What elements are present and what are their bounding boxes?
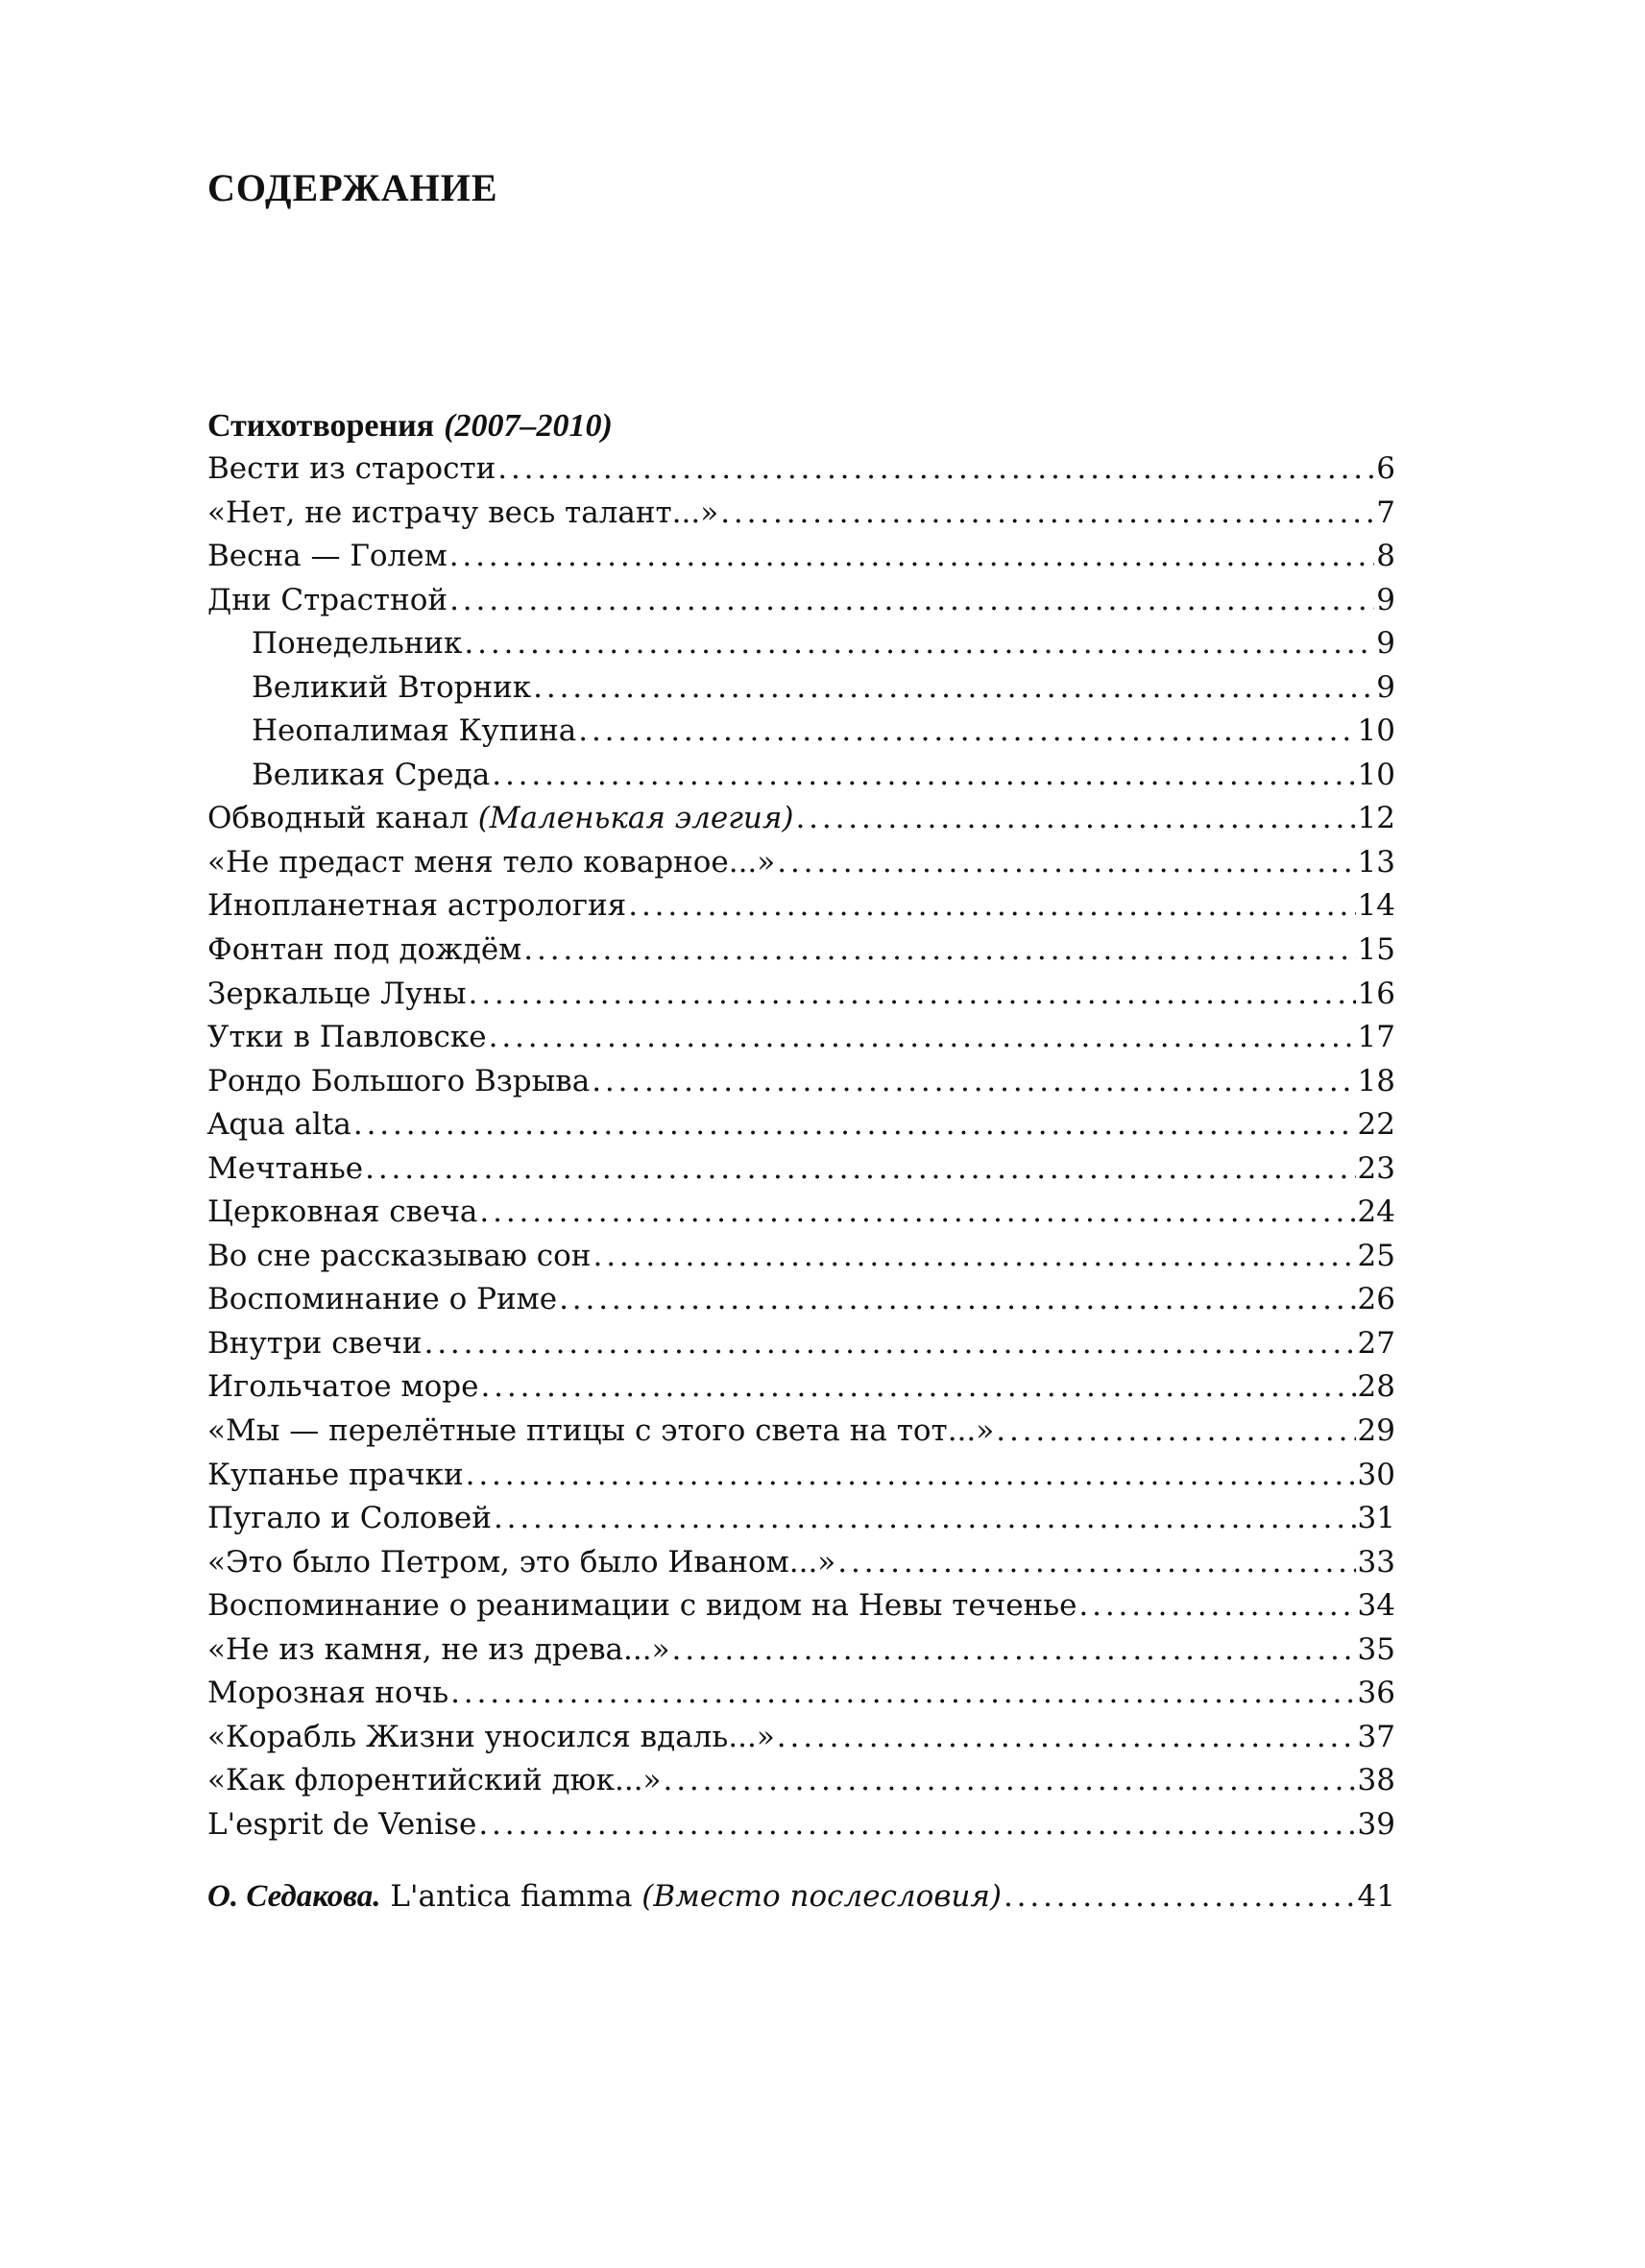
dot-leader — [996, 1410, 1355, 1454]
dot-leader — [592, 1060, 1355, 1104]
toc-page-number: 22 — [1357, 1107, 1395, 1143]
toc-entry — [207, 1103, 1395, 1147]
toc-entry — [207, 1191, 1395, 1235]
toc-entry-title — [207, 1629, 670, 1673]
toc-entry-title — [207, 1875, 1002, 1919]
dot-leader — [1004, 1875, 1356, 1919]
dot-leader — [533, 666, 1374, 711]
toc-entry-title — [207, 1191, 477, 1235]
toc-entry-title-text: «Мы — перелётные птицы с этого света на тот...» — [207, 1413, 995, 1449]
toc-page-number: 17 — [1357, 1020, 1395, 1055]
toc-page-number: 9 — [1376, 582, 1395, 617]
toc-page-number: 35 — [1357, 1631, 1395, 1667]
toc-entry — [207, 579, 1395, 623]
toc-page-number: 37 — [1357, 1719, 1395, 1754]
toc-page-number: 23 — [1357, 1150, 1395, 1186]
dot-leader — [777, 1716, 1356, 1760]
dot-leader — [628, 884, 1355, 929]
toc-entry-title — [207, 1147, 363, 1192]
toc-entry — [207, 1147, 1395, 1192]
dot-leader — [593, 1235, 1355, 1279]
toc-entry — [207, 1365, 1395, 1410]
dot-leader — [664, 1759, 1356, 1803]
toc-page-number: 9 — [1376, 626, 1395, 662]
toc-entry-title — [207, 1759, 662, 1803]
toc-entry-title — [207, 929, 521, 973]
toc-entry-title — [207, 1672, 448, 1716]
toc-entry — [207, 1716, 1395, 1760]
toc-page-number: 14 — [1357, 888, 1395, 924]
toc-page-number: 10 — [1357, 757, 1395, 792]
toc-entry-title-text: Великая Среда — [252, 757, 491, 792]
section-heading-years: (2007–2010) — [444, 408, 613, 444]
dot-leader — [720, 492, 1374, 536]
toc-page-number: 10 — [1357, 713, 1395, 749]
toc-entry-title-text: Морозная ночь — [207, 1676, 449, 1711]
dot-leader — [489, 1016, 1356, 1060]
toc-entry — [207, 1235, 1395, 1279]
toc-entry-title-text: Воспоминание о Риме — [207, 1282, 558, 1317]
toc-entry-title — [207, 1016, 487, 1060]
toc-entry-title-text: Aqua alta — [207, 1107, 351, 1143]
toc-page-number: 9 — [1376, 669, 1395, 705]
toc-entry-title — [207, 535, 448, 579]
toc-entry — [207, 1278, 1395, 1322]
toc-entry-title-text: Весна — Голем — [207, 539, 448, 574]
toc-entry — [207, 1672, 1395, 1716]
toc-entry-title — [207, 1103, 351, 1147]
toc-subentry — [207, 710, 1395, 754]
page-title: СОДЕРЖАНИЕ — [207, 166, 498, 209]
toc-page-number: 33 — [1357, 1544, 1395, 1580]
toc-entry-title — [207, 841, 775, 885]
toc-entry-title-text: «Корабль Жизни уносился вдаль...» — [207, 1719, 775, 1754]
toc-entry-list — [207, 447, 1395, 1847]
toc-entry-title-text: Вести из старости — [207, 451, 496, 486]
toc-entry-title — [207, 1497, 492, 1541]
toc-entry-title-text: Пугало и Соловей — [207, 1501, 492, 1536]
toc-page-number: 36 — [1357, 1676, 1395, 1711]
toc-entry-title-text: L'esprit de Venise — [207, 1806, 477, 1842]
section-heading — [207, 403, 1395, 447]
toc-entry-title — [207, 1454, 464, 1498]
dot-leader — [672, 1629, 1356, 1673]
toc-entry-title — [207, 579, 448, 623]
toc-entry-title — [207, 1541, 835, 1585]
toc-entry-title — [252, 666, 531, 711]
toc-entry — [207, 1629, 1395, 1673]
toc-page-number: 30 — [1357, 1457, 1395, 1492]
toc-page-number: 15 — [1357, 932, 1395, 968]
dot-leader — [480, 1365, 1355, 1410]
toc-entry-title-text: Фонтан под дождём — [207, 932, 522, 968]
toc-entry-title-text: Дни Страстной — [207, 582, 448, 617]
section-heading-title: Стихотворения — [207, 408, 435, 444]
toc-entry-title — [207, 1584, 1077, 1629]
toc-entry-title — [207, 1322, 423, 1366]
toc-entry-title — [252, 710, 576, 754]
toc-page-number: 8 — [1376, 539, 1395, 574]
toc-entry-title — [207, 1716, 775, 1760]
dot-leader — [353, 1103, 1356, 1147]
toc-entry-afterword — [207, 1875, 1395, 1919]
toc-entry-title-text: «Это было Петром, это было Иваном...» — [207, 1544, 836, 1580]
toc-page-number: 6 — [1376, 451, 1395, 486]
toc-entry-title — [252, 622, 462, 666]
toc-entry-title — [207, 797, 793, 841]
toc-entry-title-text: Великий Вторник — [252, 669, 532, 705]
dot-leader — [365, 1147, 1355, 1192]
toc-page-number: 41 — [1357, 1878, 1395, 1914]
toc-entry-title-text: Рондо Большого Взрыва — [207, 1063, 591, 1098]
dot-leader — [492, 754, 1355, 798]
toc-entry-title-text: Зеркальце Луны — [207, 976, 467, 1011]
dot-leader — [479, 1191, 1355, 1235]
toc-entry-title — [207, 492, 718, 536]
toc-entry — [207, 1759, 1395, 1803]
dot-leader — [450, 1672, 1355, 1716]
toc-entry — [207, 1803, 1395, 1847]
toc-entry — [207, 884, 1395, 929]
toc-page-number: 27 — [1357, 1325, 1395, 1361]
toc-entry — [207, 1541, 1395, 1585]
toc-entry — [207, 929, 1395, 973]
toc-entry-title-text: Обводный канал — [207, 801, 469, 836]
toc-page-number: 24 — [1357, 1194, 1395, 1230]
toc-entry-title — [207, 1803, 476, 1847]
toc-entry-title-text: «Не предаст меня тело коварное...» — [207, 844, 776, 880]
toc-entry — [207, 973, 1395, 1017]
toc-subentry — [207, 622, 1395, 666]
toc-entry — [207, 1060, 1395, 1104]
dot-leader — [1078, 1584, 1355, 1629]
dot-leader — [464, 622, 1374, 666]
toc-entry-title-text: «Не из камня, не из древа...» — [207, 1631, 670, 1667]
toc-entry-title-text: Купанье прачки — [207, 1457, 464, 1492]
toc-entry-title-text: Игольчатое море — [207, 1369, 479, 1405]
toc-entry-title — [207, 447, 496, 492]
toc-page-number: 18 — [1357, 1063, 1395, 1098]
toc-subentry — [207, 666, 1395, 711]
toc-page-number: 39 — [1357, 1806, 1395, 1842]
toc-page-number: 13 — [1357, 844, 1395, 880]
toc-entry-title — [207, 1278, 557, 1322]
dot-leader — [523, 929, 1355, 973]
toc-page-number: 34 — [1357, 1588, 1395, 1624]
toc-entry — [207, 535, 1395, 579]
dot-leader — [478, 1803, 1355, 1847]
dot-leader — [494, 1497, 1356, 1541]
dot-leader — [837, 1541, 1355, 1585]
toc-entry-title-text: «Как флорентийский дюк...» — [207, 1763, 662, 1798]
dot-leader — [559, 1278, 1355, 1322]
toc-entry — [207, 447, 1395, 492]
toc-page-number: 31 — [1357, 1501, 1395, 1536]
toc-entry-title-text: Во сне рассказываю сон — [207, 1238, 592, 1273]
toc-entry-title-text: Инопланетная астрология — [207, 888, 627, 924]
dot-leader — [449, 535, 1375, 579]
toc-entry — [207, 1410, 1395, 1454]
dot-leader — [424, 1322, 1356, 1366]
toc-page-number: 12 — [1357, 801, 1395, 836]
toc-entry-title-text: Внутри свечи — [207, 1325, 423, 1361]
toc-entry-title — [207, 884, 626, 929]
dot-leader — [578, 710, 1355, 754]
afterword-author: О. Седакова. — [207, 1878, 381, 1914]
toc-page-number: 25 — [1357, 1238, 1395, 1273]
toc-entry-title-text: Неопалимая Купина — [252, 713, 577, 749]
toc-entry — [207, 1322, 1395, 1366]
toc-subentry — [207, 754, 1395, 798]
toc-entry-title-text: Церковная свеча — [207, 1194, 478, 1230]
toc-entry-note: (Маленькая элегия) — [477, 801, 794, 836]
toc-entry-title — [252, 754, 490, 798]
toc-page-number: 26 — [1357, 1282, 1395, 1317]
toc-entry — [207, 1016, 1395, 1060]
toc-entry — [207, 841, 1395, 885]
afterword-title: L'antica fiamma — [390, 1878, 633, 1914]
toc-entry-title — [207, 973, 467, 1017]
toc-entry-title — [207, 1365, 478, 1410]
dot-leader — [466, 1454, 1356, 1498]
toc-entry — [207, 492, 1395, 536]
dot-leader — [449, 579, 1374, 623]
toc-entry — [207, 797, 1395, 841]
toc-page-number: 7 — [1376, 495, 1395, 530]
toc-entry-title-text: «Нет, не истрачу весь талант...» — [207, 495, 719, 530]
toc-entry-title-text: Утки в Павловске — [207, 1020, 487, 1055]
toc-page-number: 28 — [1357, 1369, 1395, 1405]
toc-page-number: 38 — [1357, 1763, 1395, 1798]
afterword-note: (Вместо послесловия) — [641, 1878, 1002, 1914]
toc-entry — [207, 1454, 1395, 1498]
table-of-contents — [207, 403, 1395, 1918]
toc-entry — [207, 1584, 1395, 1629]
toc-entry-title — [207, 1410, 994, 1454]
dot-leader — [469, 973, 1356, 1017]
dot-leader — [497, 447, 1374, 492]
toc-entry-title-text: Понедельник — [252, 626, 463, 662]
toc-entry-title-text: Мечтанье — [207, 1150, 364, 1186]
toc-entry — [207, 1497, 1395, 1541]
dot-leader — [777, 841, 1355, 885]
dot-leader — [795, 797, 1355, 841]
toc-entry-title — [207, 1235, 591, 1279]
toc-entry-title-text: Воспоминание о реанимации с видом на Невы теченье — [207, 1588, 1077, 1624]
toc-entry-title — [207, 1060, 590, 1104]
toc-page-number: 16 — [1357, 976, 1395, 1011]
toc-page-number: 29 — [1357, 1413, 1395, 1449]
